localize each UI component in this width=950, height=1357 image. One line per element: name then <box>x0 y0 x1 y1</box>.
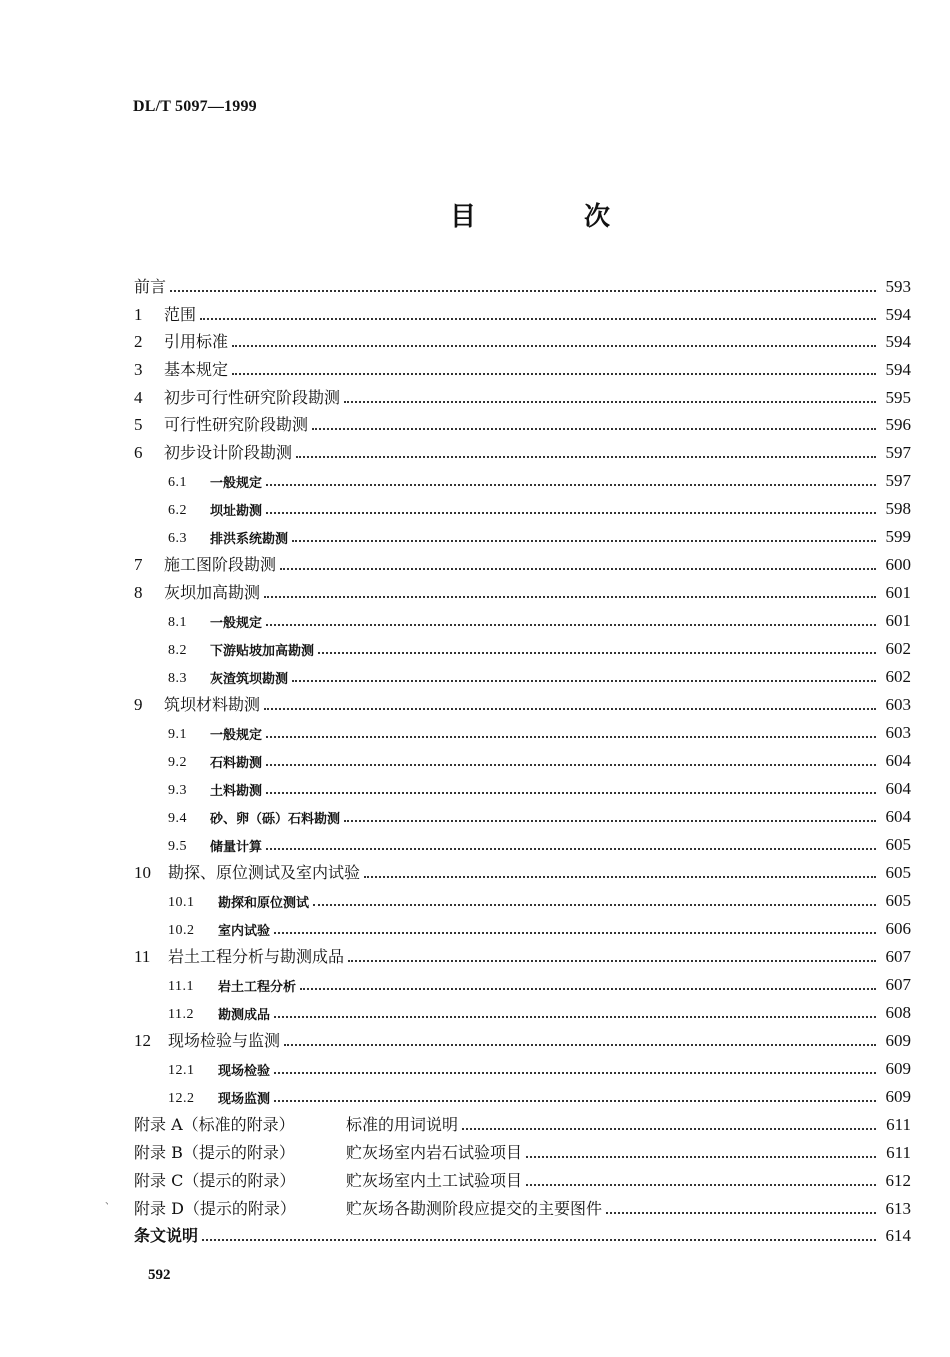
dot-leader <box>606 1211 876 1214</box>
dot-leader <box>266 791 876 794</box>
toc-entry-number: 4 <box>134 388 143 407</box>
dot-leader <box>284 1043 876 1046</box>
toc-entry-page: 609 <box>885 1031 911 1050</box>
toc-entry-number: 9.1 <box>168 727 187 742</box>
toc-entry-number: 2 <box>134 332 143 351</box>
toc-entry-number: 6.3 <box>168 531 187 546</box>
toc-entry-label: 范围 <box>164 305 197 324</box>
toc-entry[interactable] <box>134 409 911 435</box>
dot-leader <box>264 595 876 598</box>
toc-subentry[interactable] <box>134 1081 911 1107</box>
toc-subentry[interactable] <box>134 521 911 547</box>
dot-leader <box>292 679 876 682</box>
toc-subentry[interactable] <box>134 605 911 631</box>
toc-entry-label: 土料勘测 <box>210 784 263 799</box>
toc-entry-number: 1 <box>134 305 143 324</box>
dot-leader <box>526 1183 876 1186</box>
toc-entry-number: 6.1 <box>168 475 187 490</box>
toc-entry-clause-notes[interactable] <box>134 1220 911 1246</box>
toc-entry-label: 可行性研究阶段勘测 <box>164 415 309 434</box>
toc-entry-page: 605 <box>885 863 911 882</box>
toc-entry-page: 594 <box>885 305 911 324</box>
toc-entry-label: 筑坝材料勘测 <box>164 695 261 714</box>
toc-entry-page: 600 <box>885 555 911 574</box>
toc-entry-page: 602 <box>885 667 911 686</box>
toc-entry-number: 附录 D（提示的附录） <box>134 1199 296 1218</box>
dot-leader <box>266 763 876 766</box>
dot-leader <box>296 455 876 458</box>
toc-entry-label: 初步设计阶段勘测 <box>164 443 293 462</box>
toc-entry-page: 614 <box>885 1226 911 1245</box>
toc-entry[interactable] <box>134 382 911 408</box>
toc-entry-label: 一般规定 <box>210 728 263 743</box>
toc-entry-page: 604 <box>885 779 911 798</box>
toc-entry-number: 9.5 <box>168 839 187 854</box>
toc-entry-label: 贮灰场各勘测阶段应提交的主要图件 <box>346 1199 603 1218</box>
toc-entry-page: 607 <box>885 947 911 966</box>
toc-entry-page: 611 <box>886 1143 911 1162</box>
dot-leader <box>202 1238 876 1241</box>
toc-entry[interactable] <box>134 689 911 715</box>
dot-leader <box>344 819 876 822</box>
toc-entry-label: 初步可行性研究阶段勘测 <box>164 388 341 407</box>
toc-entry-label: 勘测成品 <box>218 1008 271 1023</box>
dot-leader <box>292 539 876 542</box>
toc-entry-number: 8.2 <box>168 643 187 658</box>
toc-entry-number: 附录 C（提示的附录） <box>134 1171 296 1190</box>
toc-entry-label: 室内试验 <box>218 924 271 939</box>
dot-leader <box>318 651 876 654</box>
toc-entry-label: 下游贴坡加高勘测 <box>210 644 315 659</box>
toc-entry-number: 9.4 <box>168 811 187 826</box>
toc-subentry[interactable] <box>134 773 911 799</box>
toc-appendix-d[interactable] <box>134 1193 911 1219</box>
toc-entry-label: 现场监测 <box>218 1092 271 1107</box>
toc-entry-page: 602 <box>885 639 911 658</box>
dot-leader <box>274 1071 876 1074</box>
toc-subentry[interactable] <box>134 745 911 771</box>
standard-code: DL/T 5097—1999 <box>133 98 257 115</box>
toc-appendix-a[interactable] <box>134 1109 911 1135</box>
toc-subentry[interactable] <box>134 913 911 939</box>
toc-entry-label: 坝址勘测 <box>210 504 263 519</box>
dot-leader <box>232 372 876 375</box>
dot-leader <box>300 987 876 990</box>
toc-subentry[interactable] <box>134 1053 911 1079</box>
dot-leader <box>348 959 876 962</box>
toc-entry-label: 勘探和原位测试 <box>218 896 310 911</box>
toc-subentry[interactable] <box>134 661 911 687</box>
toc-entry-number: 3 <box>134 360 143 379</box>
dot-leader <box>312 427 876 430</box>
toc-subentry[interactable] <box>134 997 911 1023</box>
toc-entry-number: 10.2 <box>168 923 195 938</box>
toc-entry-label: 储量计算 <box>210 840 263 855</box>
dot-leader <box>170 289 876 292</box>
toc-entry-label: 排洪系统勘测 <box>210 532 289 547</box>
toc-entry-page: 612 <box>885 1171 911 1190</box>
toc-subentry[interactable] <box>134 493 911 519</box>
toc-entry-label: 岩土工程分析 <box>218 980 297 995</box>
toc-entry-page: 598 <box>885 499 911 518</box>
toc-entry-page: 603 <box>885 695 911 714</box>
toc-entry-label: 现场检验与监测 <box>168 1031 281 1050</box>
toc-entry[interactable] <box>134 354 911 380</box>
toc-entry-number: 7 <box>134 555 143 574</box>
toc-entry-number: 6 <box>134 443 143 462</box>
toc-entry-number: 8.3 <box>168 671 187 686</box>
toc-subentry[interactable] <box>134 969 911 995</box>
toc-entry-page: 601 <box>885 583 911 602</box>
toc-entry-label: 基本规定 <box>164 360 229 379</box>
toc-entry[interactable] <box>134 437 911 463</box>
toc-entry-label: 贮灰场室内土工试验项目 <box>346 1171 523 1190</box>
dot-leader <box>364 875 876 878</box>
toc-entry[interactable] <box>134 299 911 325</box>
toc-entry-page: 613 <box>885 1199 911 1218</box>
toc-entry-number: 8 <box>134 583 143 602</box>
toc-entry-page: 599 <box>885 527 911 546</box>
toc-entry-number: 9 <box>134 695 143 714</box>
toc-entry-number: 11.2 <box>168 1007 194 1022</box>
toc-subentry[interactable] <box>134 717 911 743</box>
toc-entry-page: 611 <box>886 1115 911 1134</box>
toc-appendix-b[interactable] <box>134 1137 911 1163</box>
dot-leader <box>200 317 876 320</box>
toc-entry[interactable] <box>134 857 911 883</box>
dot-leader <box>274 931 876 934</box>
toc-appendix-c[interactable] <box>134 1165 911 1191</box>
toc-entry-label: 石料勘测 <box>210 756 263 771</box>
scan-mark: 、 <box>105 1196 115 1207</box>
toc-entry-number: 8.1 <box>168 615 187 630</box>
toc-entry-page: 594 <box>885 360 911 379</box>
toc-entry-label: 现场检验 <box>218 1064 271 1079</box>
dot-leader <box>266 847 876 850</box>
toc-entry-label: 灰坝加高勘测 <box>164 583 261 602</box>
toc-entry-number: 11 <box>134 947 151 966</box>
dot-leader <box>313 903 876 906</box>
toc-entry-page: 607 <box>885 975 911 994</box>
toc-entry-label: 条文说明 <box>134 1226 199 1245</box>
toc-entry-number: 10 <box>134 863 151 882</box>
page-title <box>450 196 610 233</box>
page-title-char-2: 次 <box>583 202 610 232</box>
toc-entry-number: 5 <box>134 415 143 434</box>
dot-leader <box>266 483 876 486</box>
toc-entry-page: 595 <box>885 388 911 407</box>
toc-entry-page: 609 <box>885 1059 911 1078</box>
toc-entry-label: 贮灰场室内岩石试验项目 <box>346 1143 523 1162</box>
toc-entry-label: 前言 <box>134 277 167 296</box>
toc-entry[interactable] <box>134 1025 911 1051</box>
toc-entry-label: 勘探、原位测试及室内试验 <box>168 863 361 882</box>
toc-entry-number: 附录 A（标准的附录） <box>134 1115 295 1134</box>
toc-entry-page: 604 <box>885 751 911 770</box>
toc-entry-label: 引用标准 <box>164 332 229 351</box>
toc-subentry[interactable] <box>134 801 911 827</box>
toc-entry-page: 608 <box>885 1003 911 1022</box>
toc-entry-page: 597 <box>885 443 911 462</box>
toc-entry-page: 601 <box>885 611 911 630</box>
toc-entry[interactable] <box>134 941 911 967</box>
toc-entry[interactable] <box>134 577 911 603</box>
dot-leader <box>264 707 876 710</box>
toc-entry-page: 597 <box>885 471 911 490</box>
toc-entry-number: 附录 B（提示的附录） <box>134 1143 295 1162</box>
toc-entry-number: 6.2 <box>168 503 187 518</box>
toc-entry-number: 10.1 <box>168 895 195 910</box>
page-number: 592 <box>148 1267 171 1283</box>
dot-leader <box>526 1155 876 1158</box>
dot-leader <box>266 511 876 514</box>
toc-entry-number: 11.1 <box>168 979 194 994</box>
toc-entry-label: 标准的用词说明 <box>346 1115 459 1134</box>
page-title-char-1: 目 <box>450 202 477 232</box>
toc-entry-page: 593 <box>885 277 911 296</box>
toc-entry-page: 603 <box>885 723 911 742</box>
toc-entry-page: 606 <box>885 919 911 938</box>
toc-entry-number: 9.2 <box>168 755 187 770</box>
toc-entry-page: 594 <box>885 332 911 351</box>
toc-entry-page: 609 <box>885 1087 911 1106</box>
dot-leader <box>274 1015 876 1018</box>
dot-leader <box>280 567 876 570</box>
toc-entry-label: 一般规定 <box>210 616 263 631</box>
toc-entry-label: 岩土工程分析与勘测成品 <box>168 947 345 966</box>
toc-entry-page: 596 <box>885 415 911 434</box>
toc-entry-page: 604 <box>885 807 911 826</box>
toc-entry-label: 施工图阶段勘测 <box>164 555 277 574</box>
toc-entry-page: 605 <box>885 891 911 910</box>
toc-subentry[interactable] <box>134 885 911 911</box>
toc-entry-preface[interactable] <box>134 271 911 297</box>
toc-entry-label: 灰渣筑坝勘测 <box>210 672 289 687</box>
toc-entry-number: 9.3 <box>168 783 187 798</box>
toc-entry-number: 12.2 <box>168 1091 195 1106</box>
toc-entry-number: 12.1 <box>168 1063 195 1078</box>
toc-entry-label: 一般规定 <box>210 476 263 491</box>
dot-leader <box>344 400 876 403</box>
dot-leader <box>266 735 876 738</box>
toc-subentry[interactable] <box>134 633 911 659</box>
dot-leader <box>462 1127 876 1130</box>
toc-entry-number: 12 <box>134 1031 151 1050</box>
toc-subentry[interactable] <box>134 465 911 491</box>
toc-entry-page: 605 <box>885 835 911 854</box>
toc-entry[interactable] <box>134 326 911 352</box>
toc-subentry[interactable] <box>134 829 911 855</box>
toc-entry[interactable] <box>134 549 911 575</box>
dot-leader <box>232 344 876 347</box>
dot-leader <box>266 623 876 626</box>
toc-entry-label: 砂、卵（砾）石料勘测 <box>210 812 341 827</box>
dot-leader <box>274 1099 876 1102</box>
